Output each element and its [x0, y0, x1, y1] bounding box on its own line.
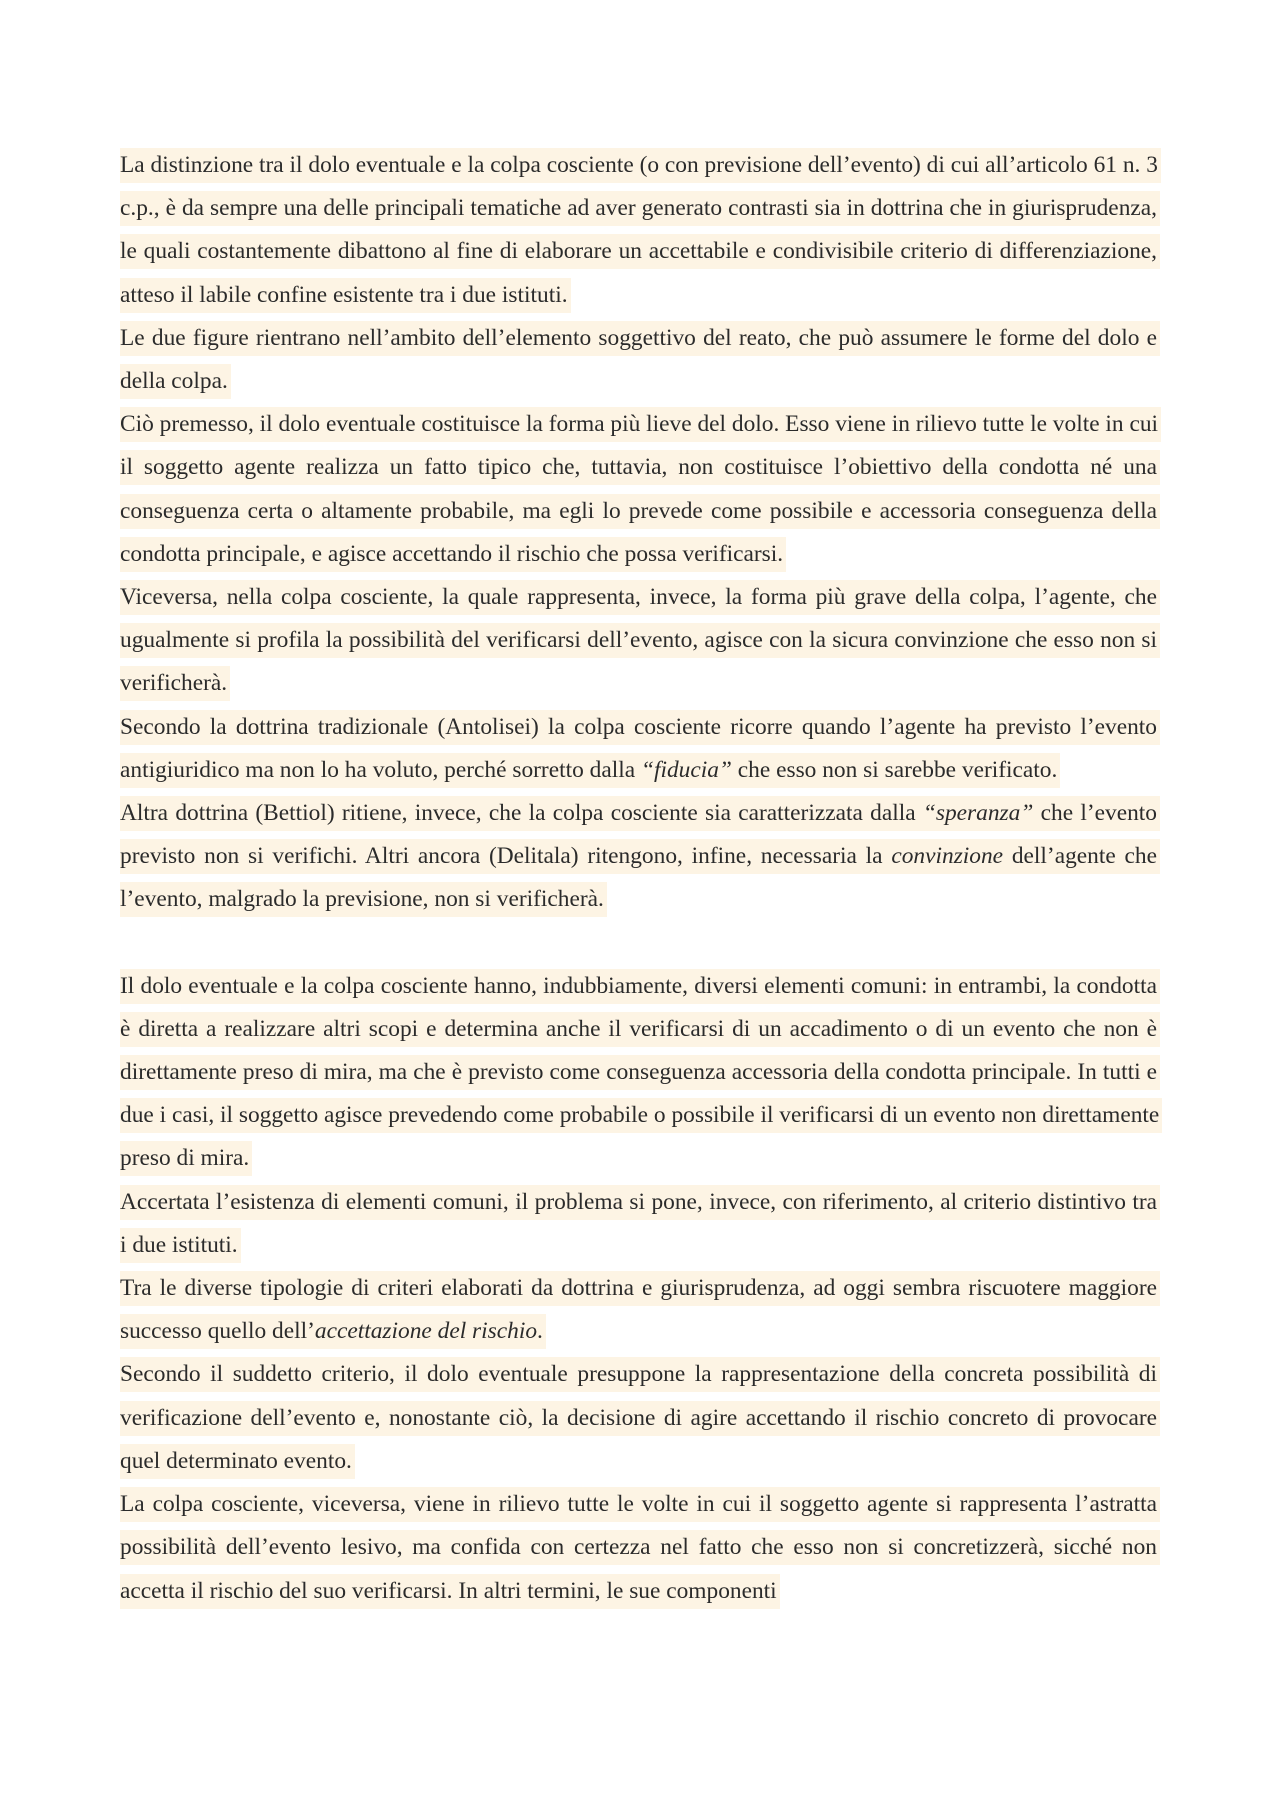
document-page: [120, 144, 1160, 1613]
text-run: che l’evento previsto non si verifichi. Altri ancora (Delitala) ritengono, infine, necessaria la: [120, 800, 1157, 870]
paragraph-text: La colpa cosciente, viceversa, viene in rilievo tutte le volte in cui il soggetto agente si rappresenta l’astratta possibilità dell’evento lesivo, ma confida con certezza nel fatto che esso non si concretizzerà, sicché non accetta il rischio del suo verificarsi. In altri termini, le sue componenti: [120, 1487, 1160, 1608]
paragraph-text: La distinzione tra il dolo eventuale e la colpa cosciente (o con previsione dell’evento) di cui all’articolo 61 n. 3 c.p., è da sempre una delle principali tematiche ad aver generato contrasti sia in dottrina che in giurisprudenza, le quali costantemente dibattono al fine di elaborare un accettabile e condivisibile criterio di differenziazione, atteso il labile confine esistente tra i due istituti.: [120, 148, 1161, 313]
italic-term-convinzione: convinzione: [891, 843, 1004, 870]
paragraph-text: Il dolo eventuale e la colpa cosciente hanno, indubbiamente, diversi elementi comuni: in entrambi, la condotta è diretta a realizzare altri scopi e determina anche il verificarsi di un accadimento o di un evento che non è direttamente preso di mira, ma che è previsto come conseguenza accessoria della condotta principale. In tutti e due i casi, il soggetto agisce prevedendo come probabile o possibile il verificarsi di un evento non direttamente preso di mira.: [120, 969, 1162, 1177]
section-2: [120, 965, 1160, 1613]
text-run: .: [537, 1318, 543, 1345]
paragraph: [120, 144, 1160, 317]
italic-term-accettazione: accettazione del rischio: [314, 1318, 538, 1345]
paragraph-gap: [120, 922, 1160, 965]
text-run: dell’agente che l’evento, malgrado la previsione, non si verificherà.: [120, 843, 1157, 913]
paragraph-text: [120, 1271, 1160, 1349]
paragraph: [120, 403, 1160, 576]
paragraph: [120, 706, 1160, 792]
paragraph: [120, 792, 1160, 922]
paragraph-text: [120, 710, 1160, 788]
italic-term-fiducia: “fiducia”: [640, 756, 732, 783]
paragraph-text: Secondo il suddetto criterio, il dolo eventuale presuppone la rappresentazione della concreta possibilità di verificazione dell’evento e, nonostante ciò, la decisione di agire accettando il rischio concreto di provocare quel determinato evento.: [120, 1357, 1160, 1478]
text-run: Tra le diverse tipologie di criteri elaborati da dottrina e giurisprudenza, ad oggi sembra riscuotere maggiore successo quello dell’: [120, 1275, 1157, 1345]
paragraph-text: Ciò premesso, il dolo eventuale costituisce la forma più lieve del dolo. Esso viene in rilievo tutte le volte in cui il soggetto agente realizza un fatto tipico che, tuttavia, non costituisce l’obiettivo della condotta né una conseguenza certa o altamente probabile, ma egli lo prevede come possibile e accessoria conseguenza della condotta principale, e agisce accettando il rischio che possa verificarsi.: [120, 407, 1161, 572]
paragraph-text: Accertata l’esistenza di elementi comuni, il problema si pone, invece, con riferimento, al criterio distintivo tra i due istituti.: [120, 1185, 1160, 1263]
paragraph-text: Le due figure rientrano nell’ambito dell’elemento soggettivo del reato, che può assumere le forme del dolo e della colpa.: [120, 321, 1160, 399]
italic-term-speranza: “speranza”: [922, 800, 1034, 827]
paragraph: [120, 1267, 1160, 1353]
paragraph: [120, 1181, 1160, 1267]
paragraph-text: [120, 796, 1160, 917]
text-run: Altra dottrina (Bettiol) ritiene, invece, che la colpa cosciente sia caratterizzata dalla: [120, 800, 923, 827]
paragraph: [120, 1483, 1160, 1613]
paragraph: [120, 317, 1160, 403]
paragraph: [120, 965, 1160, 1181]
paragraph-text: Viceversa, nella colpa cosciente, la quale rappresenta, invece, la forma più grave della colpa, l’agente, che ugualmente si profila la possibilità del verificarsi dell’evento, agisce con la sicura convinzione che esso non si verificherà.: [120, 580, 1160, 701]
section-1: [120, 144, 1160, 922]
text-run: che esso non si sarebbe verificato.: [731, 756, 1058, 783]
paragraph: [120, 576, 1160, 706]
text-run: Secondo la dottrina tradizionale (Antolisei) la colpa cosciente ricorre quando l’agente ha previsto l’evento antigiuridico ma non lo ha voluto, perché sorretto dalla: [120, 713, 1157, 783]
paragraph: [120, 1353, 1160, 1483]
